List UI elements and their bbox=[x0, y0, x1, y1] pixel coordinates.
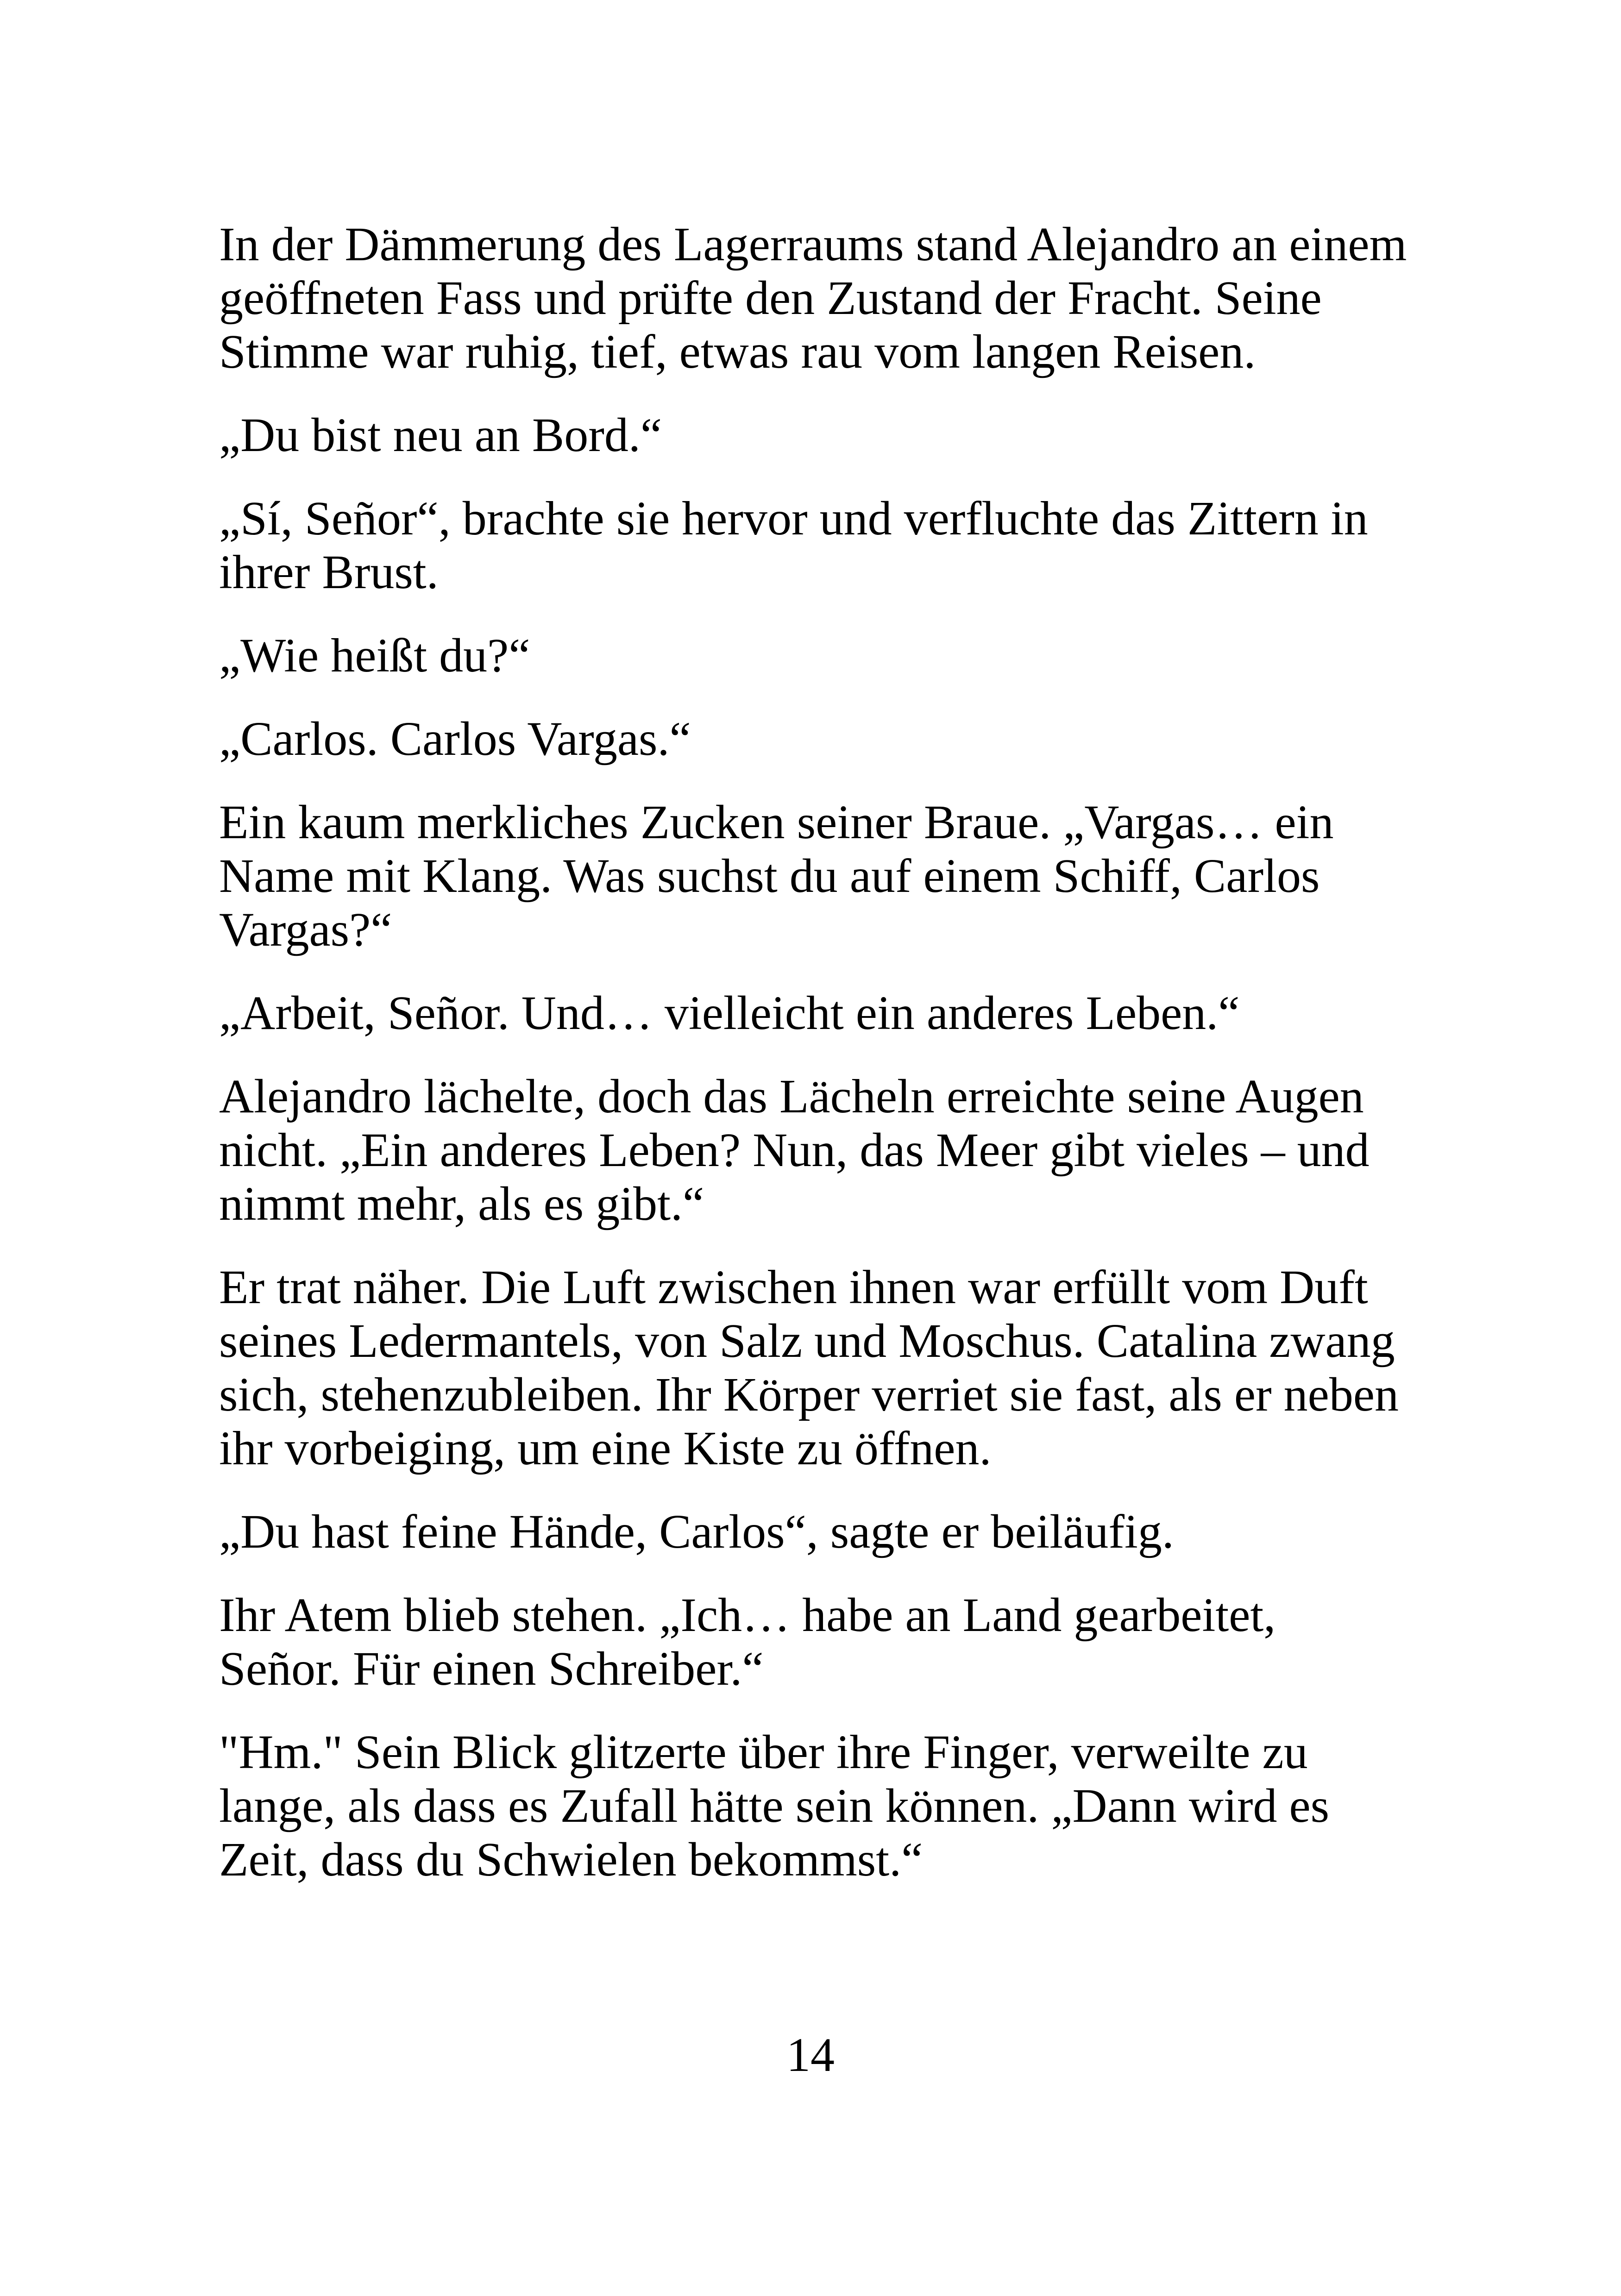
paragraph-10: „Du hast feine Hände, Carlos“, sagte er beiläufig. bbox=[219, 1505, 1174, 1558]
body-text bbox=[219, 218, 1409, 1916]
paragraph-7: „Arbeit, Señor. Und… vielleicht ein anderes Leben.“ bbox=[219, 986, 1240, 1040]
paragraph-9: Er trat näher. Die Luft zwischen ihnen war erfüllt vom Duft seines Ledermantels, von Salz und Moschus. Catalina zwang sich, stehenzubleiben. Ihr Körper verriet sie fast, als er neben ihr vorbeiging, um eine Kiste zu öffnen. bbox=[219, 1261, 1399, 1475]
paragraph-12: "Hm." Sein Blick glitzerte über ihre Finger, verweilte zu lange, als dass es Zufall hätte sein können. „Dann wird es Zeit, dass du Schwielen bekommst.“ bbox=[219, 1725, 1330, 1886]
paragraph-4: „Wie heißt du?“ bbox=[219, 629, 530, 682]
paragraph-2: „Du bist neu an Bord.“ bbox=[219, 408, 662, 462]
paragraph-1: In der Dämmerung des Lagerraums stand Alejandro an einem geöffneten Fass und prüfte den Zustand der Fracht. Seine Stimme war ruhig, tief, etwas rau vom langen Reisen. bbox=[219, 218, 1407, 378]
paragraph-5: „Carlos. Carlos Vargas.“ bbox=[219, 712, 691, 765]
paragraph-8: Alejandro lächelte, doch das Lächeln erreichte seine Augen nicht. „Ein anderes Leben? Nun, das Meer gibt vieles – und nimmt mehr, als es gibt.“ bbox=[219, 1070, 1370, 1230]
paragraph-3: „Sí, Señor“, brachte sie hervor und verfluchte das Zittern in ihrer Brust. bbox=[219, 492, 1368, 599]
paragraph-6: Ein kaum merkliches Zucken seiner Braue. „Vargas… ein Name mit Klang. Was suchst du auf einem Schiff, Carlos Vargas?“ bbox=[219, 796, 1334, 956]
page-number: 14 bbox=[786, 2028, 835, 2082]
paragraph-11: Ihr Atem blieb stehen. „Ich… habe an Land gearbeitet, Señor. Für einen Schreiber.“ bbox=[219, 1588, 1276, 1695]
